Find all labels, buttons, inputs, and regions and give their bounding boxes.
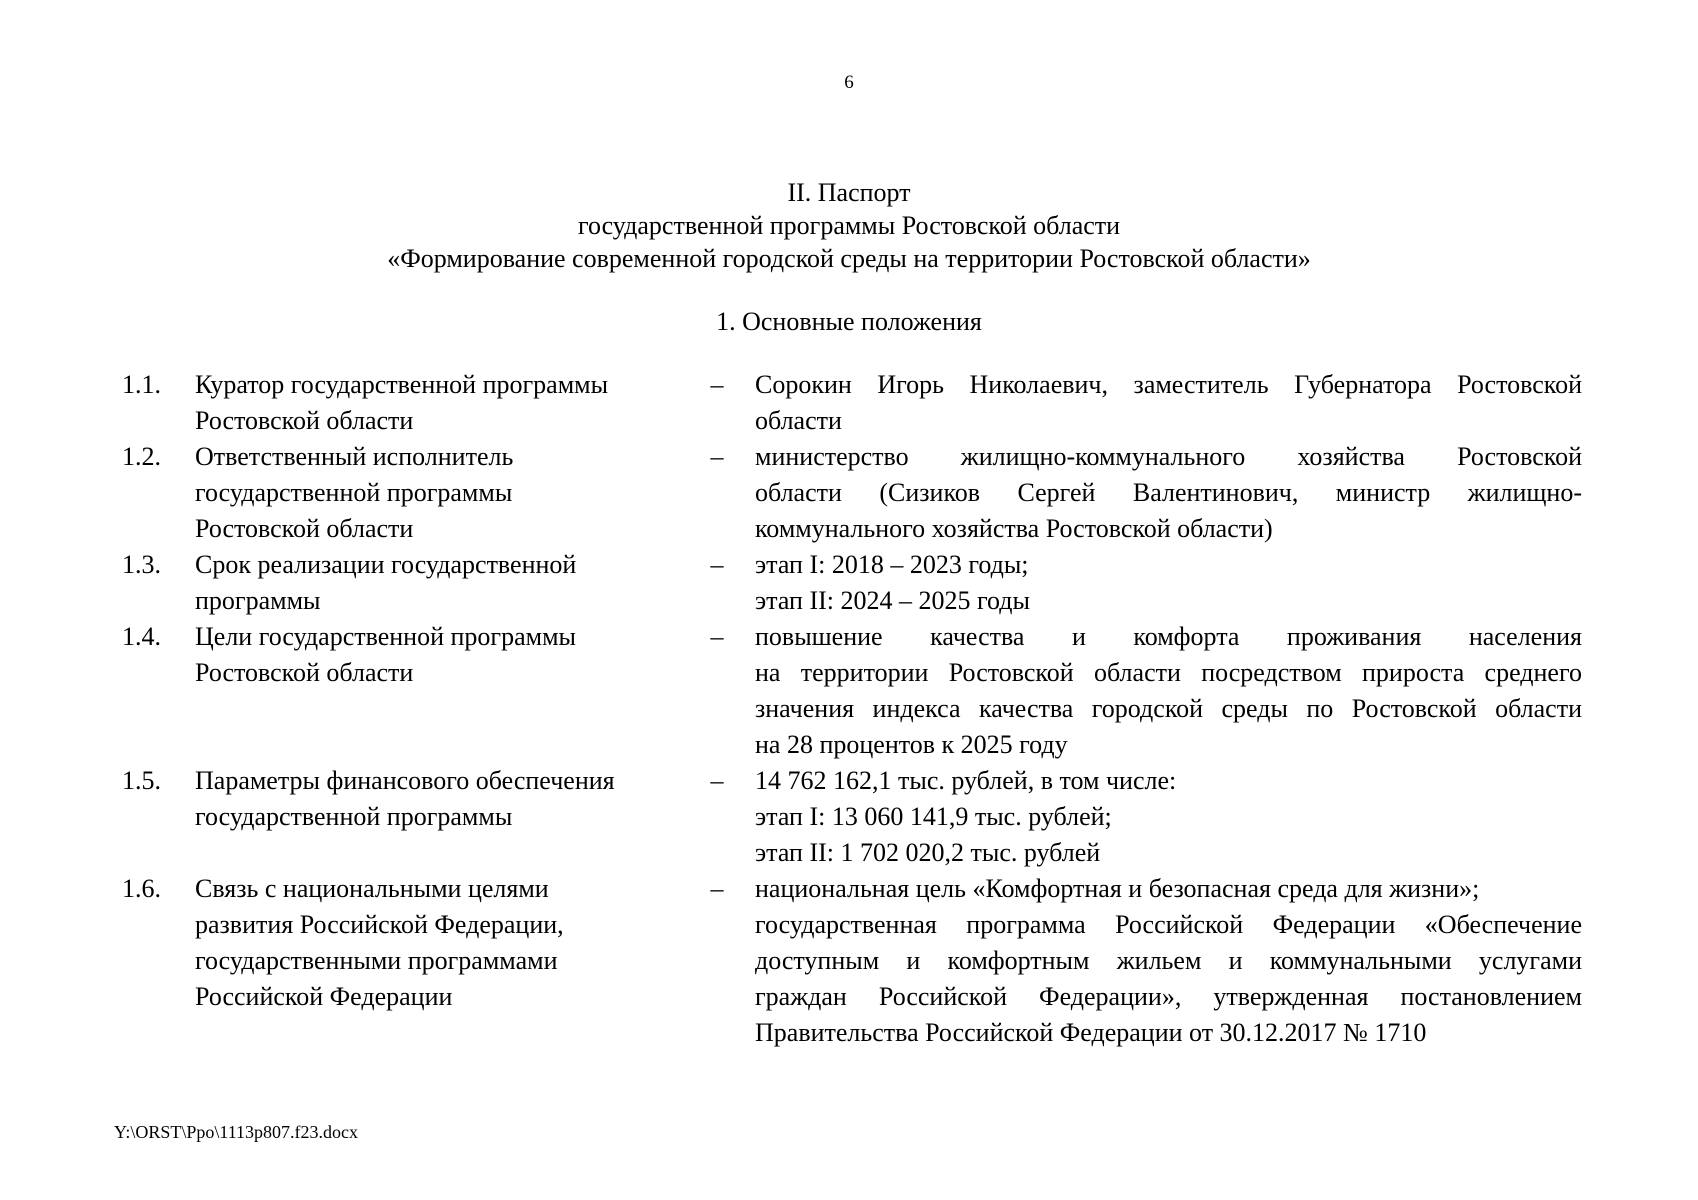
- row-value-line: граждан Российской Федерации», утвержденная постановлением: [755, 982, 1582, 1011]
- row-label-line: Ответственный исполнитель: [195, 442, 514, 471]
- row-number: 1.5.: [122, 766, 161, 795]
- row-value-line: государственная программа Российской Федерации «Обеспечение: [755, 910, 1582, 939]
- row-label-line: Ростовской области: [195, 658, 414, 687]
- row-label: [195, 763, 695, 835]
- section-title: 1. Основные положения: [716, 307, 982, 336]
- row-label-line: Связь с национальными целями: [195, 874, 549, 903]
- row-value-line: 14 762 162,1 тыс. рублей, в том числе:: [755, 766, 1177, 795]
- passport-row: [0, 547, 1698, 619]
- row-value: [755, 367, 1582, 439]
- row-label-line: развития Российской Федерации,: [195, 910, 564, 939]
- heading-line-2: государственной программы Ростовской области: [577, 211, 1121, 240]
- row-dash: –: [710, 550, 724, 579]
- row-dash: –: [710, 766, 724, 795]
- row-value-line: на территории Ростовской области посредством прироста среднего: [755, 658, 1582, 687]
- row-value: [755, 547, 1582, 619]
- row-dash: –: [710, 370, 724, 399]
- row-label-line: программы: [195, 586, 321, 615]
- row-label-line: государственной программы: [195, 478, 513, 507]
- row-label: [195, 547, 695, 619]
- row-value-line: коммунального хозяйства Ростовской области): [755, 514, 1273, 543]
- row-value-line: повышение качества и комфорта проживания населения: [755, 622, 1582, 651]
- row-label-line: государственными программами: [195, 946, 558, 975]
- row-value-line: этап I: 2018 – 2023 годы;: [755, 550, 1029, 579]
- row-value-line: на 28 процентов к 2025 году: [755, 730, 1068, 759]
- row-label-line: Российской Федерации: [195, 982, 453, 1011]
- passport-row: [0, 439, 1698, 547]
- row-label-line: государственной программы: [195, 802, 513, 831]
- file-path-footer: Y:\ORST\Ppo\1113p807.f23.docx: [114, 1122, 359, 1142]
- row-dash: –: [710, 622, 724, 651]
- row-value: [755, 439, 1582, 547]
- row-label: [195, 439, 695, 547]
- row-number: 1.6.: [122, 874, 161, 903]
- row-number: 1.3.: [122, 550, 161, 579]
- passport-row: [0, 619, 1698, 763]
- row-label: [195, 871, 695, 1015]
- document-heading: [0, 176, 1698, 275]
- row-label-line: Ростовской области: [195, 514, 414, 543]
- heading-line-1: II. Паспорт: [787, 178, 911, 207]
- heading-line-3: «Формирование современной городской среды на территории Ростовской области»: [387, 244, 1311, 273]
- row-value-line: значения индекса качества городской среды по Ростовской области: [755, 694, 1582, 723]
- row-value: [755, 763, 1582, 871]
- row-dash: –: [710, 442, 724, 471]
- passport-row: [0, 367, 1698, 439]
- row-number: 1.1.: [122, 370, 161, 399]
- passport-row: [0, 763, 1698, 871]
- row-value-line: этап II: 1 702 020,2 тыс. рублей: [755, 838, 1101, 867]
- row-value-line: области: [755, 406, 842, 435]
- row-value-line: Правительства Российской Федерации от 30.12.2017 № 1710: [755, 1018, 1427, 1047]
- row-label-line: Куратор государственной программы: [195, 370, 609, 399]
- row-value-line: министерство жилищно-коммунального хозяйства Ростовской: [755, 442, 1582, 471]
- row-number: 1.4.: [122, 622, 161, 651]
- row-label-line: Параметры финансового обеспечения: [195, 766, 615, 795]
- row-value: [755, 871, 1582, 1051]
- row-value-line: доступным и комфортным жильем и коммунальными услугами: [755, 946, 1582, 975]
- row-value-line: этап I: 13 060 141,9 тыс. рублей;: [755, 802, 1112, 831]
- row-value-line: области (Сизиков Сергей Валентинович, министр жилищно-: [755, 478, 1582, 507]
- row-dash: –: [710, 874, 724, 903]
- page-number: 6: [844, 72, 854, 93]
- row-value-line: национальная цель «Комфортная и безопасная среда для жизни»;: [755, 874, 1480, 903]
- row-value: [755, 619, 1582, 763]
- passport-row: [0, 871, 1698, 1051]
- row-number: 1.2.: [122, 442, 161, 471]
- row-label: [195, 619, 695, 691]
- row-label: [195, 367, 695, 439]
- row-label-line: Ростовской области: [195, 406, 414, 435]
- row-value-line: Сорокин Игорь Николаевич, заместитель Губернатора Ростовской: [755, 370, 1582, 399]
- passport-table: [0, 367, 1698, 1051]
- row-value-line: этап II: 2024 – 2025 годы: [755, 586, 1030, 615]
- row-label-line: Цели государственной программы: [195, 622, 576, 651]
- row-label-line: Срок реализации государственной: [195, 550, 577, 579]
